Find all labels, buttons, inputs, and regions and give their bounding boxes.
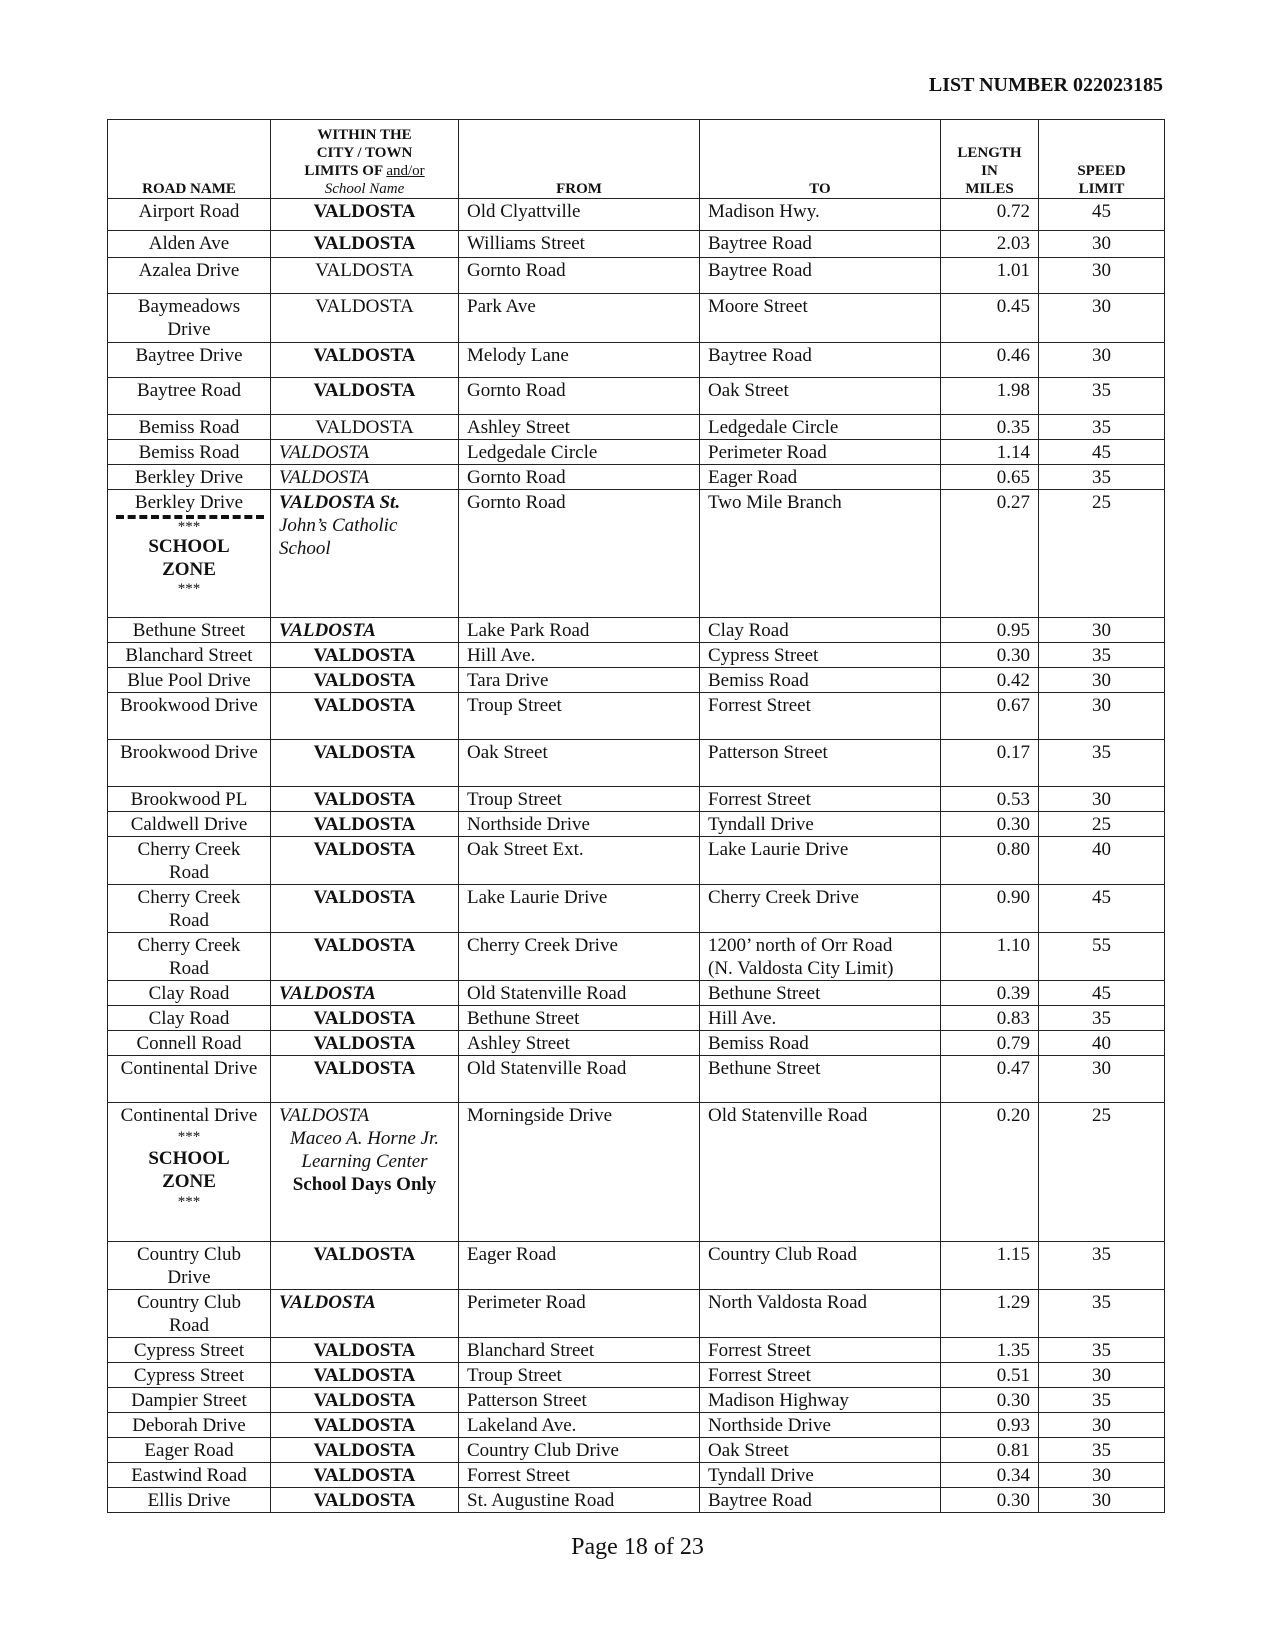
jurisdiction: VALDOSTA — [271, 378, 459, 415]
length-miles: 0.95 — [941, 618, 1039, 643]
header-to: TO — [700, 120, 941, 199]
to-location: Bethune Street — [700, 1056, 941, 1103]
length-miles: 2.03 — [941, 231, 1039, 258]
road-name: Ellis Drive — [108, 1488, 271, 1513]
from-location: Lakeland Ave. — [459, 1413, 700, 1438]
table-row — [108, 415, 1165, 440]
length-miles: 1.14 — [941, 440, 1039, 465]
table-row — [108, 343, 1165, 378]
table-row — [108, 199, 1165, 231]
to-location: Baytree Road — [700, 343, 941, 378]
table-row — [108, 231, 1165, 258]
table-row — [108, 1438, 1165, 1463]
header-from: FROM — [459, 120, 700, 199]
to-location: Two Mile Branch — [700, 490, 941, 618]
table-row — [108, 740, 1165, 787]
table-row — [108, 1488, 1165, 1513]
road-name: Cherry Creek Road — [108, 933, 271, 981]
to-location: Madison Hwy. — [700, 199, 941, 231]
table-row — [108, 1388, 1165, 1413]
speed-limit: 35 — [1039, 465, 1165, 490]
speed-limit: 35 — [1039, 1006, 1165, 1031]
table-row — [108, 933, 1165, 981]
jurisdiction: VALDOSTA — [271, 294, 459, 343]
road-name: Blanchard Street — [108, 643, 271, 668]
to-location: Bemiss Road — [700, 668, 941, 693]
jurisdiction: VALDOSTA — [271, 343, 459, 378]
to-location-line: 1200’ north of Orr Road — [708, 935, 893, 956]
road-name: Eastwind Road — [108, 1463, 271, 1488]
jurisdiction: VALDOSTA — [271, 933, 459, 981]
table-row — [108, 1338, 1165, 1363]
table-row — [108, 1103, 1165, 1242]
speed-limit: 45 — [1039, 440, 1165, 465]
to-location — [700, 933, 941, 981]
table-row — [108, 490, 1165, 618]
to-location: Bethune Street — [700, 981, 941, 1006]
length-miles: 0.35 — [941, 415, 1039, 440]
from-location: Tara Drive — [459, 668, 700, 693]
from-location: Ashley Street — [459, 1031, 700, 1056]
length-miles: 0.53 — [941, 787, 1039, 812]
table-row — [108, 837, 1165, 885]
table-row — [108, 378, 1165, 415]
jurisdiction: VALDOSTA — [271, 837, 459, 885]
from-location: Lake Park Road — [459, 618, 700, 643]
road-name: Country Club Road — [108, 1290, 271, 1338]
road-name: Bemiss Road — [108, 440, 271, 465]
to-location-line: (N. Valdosta City Limit) — [708, 958, 894, 979]
speed-limit: 40 — [1039, 1031, 1165, 1056]
length-miles: 0.46 — [941, 343, 1039, 378]
speed-limit: 35 — [1039, 1438, 1165, 1463]
table-row — [108, 1363, 1165, 1388]
from-location: Gornto Road — [459, 465, 700, 490]
jurisdiction: VALDOSTA — [271, 1488, 459, 1513]
speed-limit: 35 — [1039, 1290, 1165, 1338]
from-location: Lake Laurie Drive — [459, 885, 700, 933]
speed-limit: 35 — [1039, 740, 1165, 787]
from-location: Gornto Road — [459, 490, 700, 618]
length-miles: 0.47 — [941, 1056, 1039, 1103]
to-location: North Valdosta Road — [700, 1290, 941, 1338]
table-row — [108, 618, 1165, 643]
from-location: Country Club Drive — [459, 1438, 700, 1463]
length-miles: 0.81 — [941, 1438, 1039, 1463]
road-name: Berkley Drive — [134, 492, 244, 513]
from-location: Gornto Road — [459, 258, 700, 294]
to-location: Forrest Street — [700, 1363, 941, 1388]
jurisdiction — [271, 490, 459, 618]
table-row — [108, 787, 1165, 812]
speed-limit: 35 — [1039, 1242, 1165, 1290]
table-row — [108, 643, 1165, 668]
speed-limit: 25 — [1039, 490, 1165, 618]
length-miles: 0.27 — [941, 490, 1039, 618]
page-number: Page 18 of 23 — [571, 1534, 704, 1560]
road-name: Country Club Drive — [108, 1242, 271, 1290]
to-location: Forrest Street — [700, 693, 941, 740]
stars: *** — [177, 581, 201, 597]
to-location: Forrest Street — [700, 1338, 941, 1363]
table-row — [108, 668, 1165, 693]
speed-limit: 35 — [1039, 1338, 1165, 1363]
table-row — [108, 1242, 1165, 1290]
speed-limit: 30 — [1039, 1056, 1165, 1103]
jurisdiction: VALDOSTA — [271, 885, 459, 933]
speed-limit: 30 — [1039, 618, 1165, 643]
road-name: Eager Road — [108, 1438, 271, 1463]
road-name: Deborah Drive — [108, 1413, 271, 1438]
school-name: Maceo A. Horne Jr. — [290, 1128, 439, 1149]
jurisdiction: VALDOSTA — [271, 1006, 459, 1031]
table-row — [108, 1290, 1165, 1338]
road-name: Berkley Drive — [108, 465, 271, 490]
length-miles: 1.10 — [941, 933, 1039, 981]
from-location: Old Statenville Road — [459, 1056, 700, 1103]
header-speed: SPEED LIMIT — [1039, 120, 1165, 199]
jurisdiction: VALDOSTA — [271, 1363, 459, 1388]
road-name-school-zone — [108, 1103, 271, 1242]
road-name-school-zone — [108, 490, 271, 618]
speed-limit: 30 — [1039, 693, 1165, 740]
road-name: Blue Pool Drive — [108, 668, 271, 693]
length-miles: 1.01 — [941, 258, 1039, 294]
length-miles: 0.17 — [941, 740, 1039, 787]
from-location: Hill Ave. — [459, 643, 700, 668]
to-location: Perimeter Road — [700, 440, 941, 465]
speed-limit: 30 — [1039, 1413, 1165, 1438]
to-location: Clay Road — [700, 618, 941, 643]
speed-limit: 45 — [1039, 199, 1165, 231]
road-name: Caldwell Drive — [108, 812, 271, 837]
road-name: Clay Road — [108, 1006, 271, 1031]
speed-limit: 30 — [1039, 1363, 1165, 1388]
jurisdiction: VALDOSTA — [271, 258, 459, 294]
speed-limit: 30 — [1039, 787, 1165, 812]
to-location: Eager Road — [700, 465, 941, 490]
table-row — [108, 981, 1165, 1006]
length-miles: 0.45 — [941, 294, 1039, 343]
school-zone-label: ZONE — [162, 1171, 216, 1192]
jurisdiction: VALDOSTA — [271, 1056, 459, 1103]
table-row — [108, 294, 1165, 343]
length-miles: 1.35 — [941, 1338, 1039, 1363]
from-location: Williams Street — [459, 231, 700, 258]
speed-limit: 30 — [1039, 1488, 1165, 1513]
from-location: Eager Road — [459, 1242, 700, 1290]
school-zone-label: SCHOOL — [148, 1148, 230, 1169]
from-location: Morningside Drive — [459, 1103, 700, 1242]
from-location: Old Clyattville — [459, 199, 700, 231]
road-name: Baymeadows Drive — [108, 294, 271, 343]
length-miles: 0.80 — [941, 837, 1039, 885]
length-miles: 0.34 — [941, 1463, 1039, 1488]
speed-limit: 55 — [1039, 933, 1165, 981]
jurisdiction — [271, 1103, 459, 1242]
road-name: Brookwood PL — [108, 787, 271, 812]
table-row — [108, 1031, 1165, 1056]
from-location: Oak Street — [459, 740, 700, 787]
from-location: Bethune Street — [459, 1006, 700, 1031]
road-name: Cherry Creek Road — [108, 837, 271, 885]
to-location: Moore Street — [700, 294, 941, 343]
from-location: Cherry Creek Drive — [459, 933, 700, 981]
table-row — [108, 1413, 1165, 1438]
school-name: John’s Catholic — [279, 515, 398, 536]
length-miles: 0.30 — [941, 812, 1039, 837]
from-location: Ledgedale Circle — [459, 440, 700, 465]
from-location: Troup Street — [459, 693, 700, 740]
length-miles: 0.79 — [941, 1031, 1039, 1056]
road-name: Baytree Road — [108, 378, 271, 415]
from-location: Blanchard Street — [459, 1338, 700, 1363]
jurisdiction: VALDOSTA — [271, 740, 459, 787]
to-location: Oak Street — [700, 378, 941, 415]
speed-limit: 25 — [1039, 1103, 1165, 1242]
road-name: Brookwood Drive — [108, 740, 271, 787]
from-location: Gornto Road — [459, 378, 700, 415]
length-miles: 0.20 — [941, 1103, 1039, 1242]
speed-limit: 30 — [1039, 294, 1165, 343]
header-within: WITHIN THE CITY / TOWN LIMITS OF and/or School Name — [271, 120, 459, 199]
to-location: Lake Laurie Drive — [700, 837, 941, 885]
road-name: Clay Road — [108, 981, 271, 1006]
to-location: Tyndall Drive — [700, 1463, 941, 1488]
stars: *** — [177, 1129, 201, 1145]
list-number: LIST NUMBER 022023185 — [928, 74, 1163, 96]
jurisdiction: VALDOSTA — [271, 1338, 459, 1363]
speed-limit: 35 — [1039, 643, 1165, 668]
speed-limit: 30 — [1039, 343, 1165, 378]
from-location: Northside Drive — [459, 812, 700, 837]
to-location: Northside Drive — [700, 1413, 941, 1438]
road-name: Baytree Drive — [108, 343, 271, 378]
from-location: Perimeter Road — [459, 1290, 700, 1338]
from-location: Forrest Street — [459, 1463, 700, 1488]
to-location: Baytree Road — [700, 1488, 941, 1513]
jurisdiction: VALDOSTA — [271, 981, 459, 1006]
length-miles: 0.65 — [941, 465, 1039, 490]
jurisdiction: VALDOSTA — [271, 1242, 459, 1290]
jurisdiction: VALDOSTA — [271, 1290, 459, 1338]
table-row — [108, 440, 1165, 465]
length-miles: 0.67 — [941, 693, 1039, 740]
jurisdiction: VALDOSTA — [271, 618, 459, 643]
speed-limit: 45 — [1039, 885, 1165, 933]
jurisdiction: VALDOSTA — [271, 1438, 459, 1463]
speed-limit: 30 — [1039, 1463, 1165, 1488]
jurisdiction: VALDOSTA — [271, 231, 459, 258]
road-name: Connell Road — [108, 1031, 271, 1056]
road-name: Airport Road — [108, 199, 271, 231]
jurisdiction: VALDOSTA — [271, 465, 459, 490]
to-location: Country Club Road — [700, 1242, 941, 1290]
speed-limit: 35 — [1039, 415, 1165, 440]
speed-limit: 45 — [1039, 981, 1165, 1006]
road-name: Alden Ave — [108, 231, 271, 258]
jurisdiction: VALDOSTA — [271, 440, 459, 465]
jurisdiction: VALDOSTA — [271, 643, 459, 668]
from-location: Old Statenville Road — [459, 981, 700, 1006]
jurisdiction: VALDOSTA — [271, 1413, 459, 1438]
table-row — [108, 812, 1165, 837]
length-miles: 0.42 — [941, 668, 1039, 693]
table-row — [108, 693, 1165, 740]
to-location: Patterson Street — [700, 740, 941, 787]
from-location: Park Ave — [459, 294, 700, 343]
jurisdiction: VALDOSTA — [271, 1031, 459, 1056]
table-row — [108, 1006, 1165, 1031]
road-name: Brookwood Drive — [108, 693, 271, 740]
table-row — [108, 1463, 1165, 1488]
jurisdiction: VALDOSTA — [271, 415, 459, 440]
school-days-note: School Days Only — [292, 1174, 437, 1195]
jurisdiction: VALDOSTA — [271, 1388, 459, 1413]
length-miles: 1.15 — [941, 1242, 1039, 1290]
table-row — [108, 885, 1165, 933]
from-location: Ashley Street — [459, 415, 700, 440]
school-name: Learning Center — [301, 1151, 428, 1172]
speed-limit: 40 — [1039, 837, 1165, 885]
length-miles: 0.83 — [941, 1006, 1039, 1031]
speed-limit: 35 — [1039, 1388, 1165, 1413]
jurisdiction: VALDOSTA — [271, 693, 459, 740]
to-location: Ledgedale Circle — [700, 415, 941, 440]
to-location: Baytree Road — [700, 258, 941, 294]
length-miles: 0.30 — [941, 1388, 1039, 1413]
road-name: Bemiss Road — [108, 415, 271, 440]
to-location: Cherry Creek Drive — [700, 885, 941, 933]
from-location: Melody Lane — [459, 343, 700, 378]
table-row — [108, 258, 1165, 294]
to-location: Madison Highway — [700, 1388, 941, 1413]
from-location: St. Augustine Road — [459, 1488, 700, 1513]
to-location: Old Statenville Road — [700, 1103, 941, 1242]
speed-limit: 30 — [1039, 668, 1165, 693]
stars: *** — [177, 519, 201, 535]
header-length: LENGTH IN MILES — [941, 120, 1039, 199]
road-name: Azalea Drive — [108, 258, 271, 294]
to-location: Baytree Road — [700, 231, 941, 258]
city-name: VALDOSTA St. — [279, 492, 401, 513]
city-name: VALDOSTA — [279, 1105, 370, 1126]
road-name: Cherry Creek Road — [108, 885, 271, 933]
to-location: Forrest Street — [700, 787, 941, 812]
road-name: Continental Drive — [108, 1056, 271, 1103]
length-miles: 0.72 — [941, 199, 1039, 231]
road-speed-table — [107, 119, 1165, 1513]
road-name: Continental Drive — [120, 1105, 258, 1126]
school-zone-label: SCHOOL — [148, 536, 230, 557]
speed-limit: 35 — [1039, 378, 1165, 415]
length-miles: 1.98 — [941, 378, 1039, 415]
header-road-name: ROAD NAME — [108, 120, 271, 199]
stars: *** — [177, 1194, 201, 1210]
from-location: Troup Street — [459, 787, 700, 812]
length-miles: 0.90 — [941, 885, 1039, 933]
jurisdiction: VALDOSTA — [271, 812, 459, 837]
jurisdiction: VALDOSTA — [271, 668, 459, 693]
to-location: Bemiss Road — [700, 1031, 941, 1056]
length-miles: 0.30 — [941, 643, 1039, 668]
road-name: Cypress Street — [108, 1338, 271, 1363]
road-name: Cypress Street — [108, 1363, 271, 1388]
jurisdiction: VALDOSTA — [271, 199, 459, 231]
to-location: Cypress Street — [700, 643, 941, 668]
length-miles: 0.51 — [941, 1363, 1039, 1388]
to-location: Hill Ave. — [700, 1006, 941, 1031]
table-row — [108, 465, 1165, 490]
length-miles: 0.93 — [941, 1413, 1039, 1438]
school-zone-label: ZONE — [162, 559, 216, 580]
table-row — [108, 1056, 1165, 1103]
length-miles: 0.30 — [941, 1488, 1039, 1513]
table-header-row — [108, 120, 1165, 199]
road-name: Bethune Street — [108, 618, 271, 643]
length-miles: 0.39 — [941, 981, 1039, 1006]
to-location: Oak Street — [700, 1438, 941, 1463]
to-location: Tyndall Drive — [700, 812, 941, 837]
road-name: Dampier Street — [108, 1388, 271, 1413]
length-miles: 1.29 — [941, 1290, 1039, 1338]
school-name: School — [279, 538, 331, 559]
jurisdiction: VALDOSTA — [271, 787, 459, 812]
from-location: Troup Street — [459, 1363, 700, 1388]
speed-limit: 30 — [1039, 258, 1165, 294]
speed-limit: 25 — [1039, 812, 1165, 837]
from-location: Patterson Street — [459, 1388, 700, 1413]
jurisdiction: VALDOSTA — [271, 1463, 459, 1488]
speed-limit: 30 — [1039, 231, 1165, 258]
from-location: Oak Street Ext. — [459, 837, 700, 885]
